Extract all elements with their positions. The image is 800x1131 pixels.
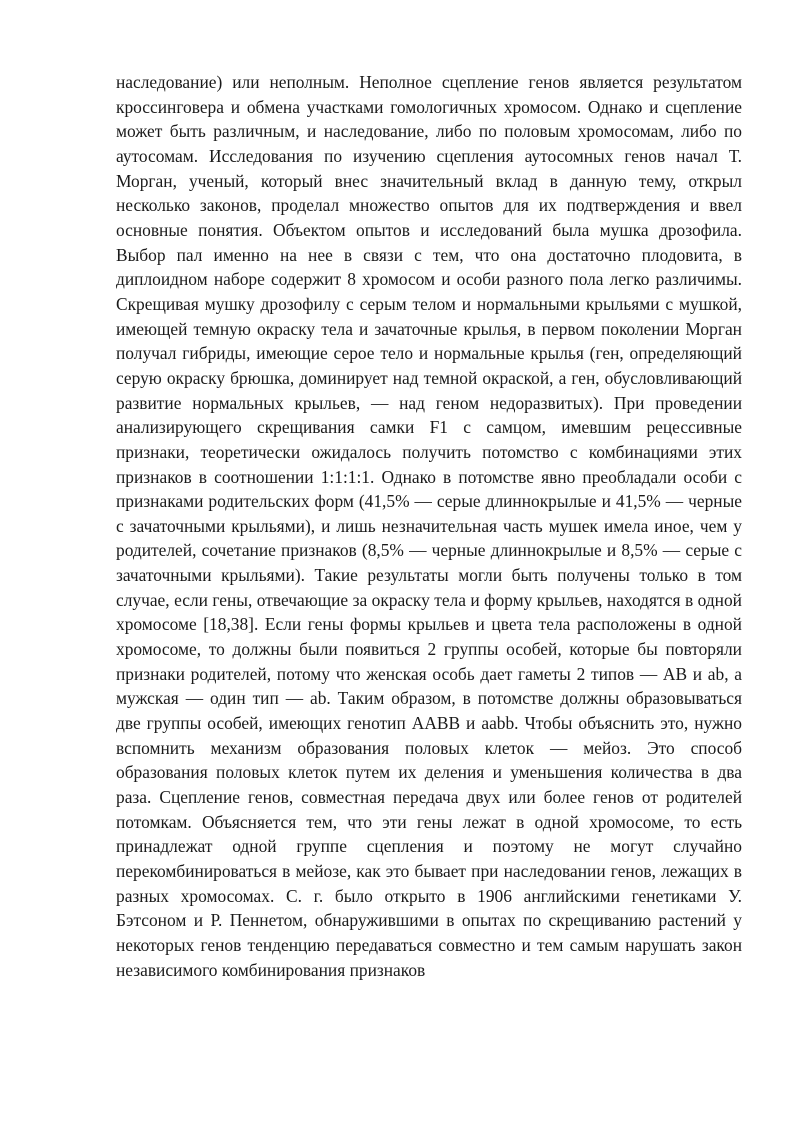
body-paragraph: наследование) или неполным. Неполное сцепление генов является результатом кроссинговера и обмена участками гомологичных хромосом. Однако и сцепление может быть различным, и наследование, либо по половым хромосомам, либо по аутосомам. Исследования по изучению сцепления аутосомных генов начал Т. Морган, ученый, который внес значительный вклад в данную тему, открыл несколько законов, проделал множество опытов для их подтверждения и ввел основные понятия. Объектом опытов и исследований была мушка дрозофила. Выбор пал именно на нее в связи с тем, что она достаточно плодовита, в диплоидном наборе содержит 8 хромосом и особи разного пола легко различимы. Скрещивая мушку дрозофилу с серым телом и нормальными крыльями с мушкой, имеющей темную окраску тела и зачаточные крылья, в первом поколении Морган получал гибриды, имеющие серое тело и нормальные крылья (ген, определяющий серую окраску брюшка, доминирует над темной окраской, а ген, обусловливающий развитие нормальных крыльев, — над геном недоразвитых). При проведении анализирующего скрещивания самки F1 с самцом, имевшим рецессивные признаки, теоретически ожидалось получить потомство с комбинациями этих признаков в соотношении 1:1:1:1. Однако в потомстве явно преобладали особи с признаками родительских форм (41,5% — серые длиннокрылые и 41,5% — черные с зачаточными крыльями), и лишь незначительная часть мушек имела иное, чем у родителей, сочетание признаков (8,5% — черные длиннокрылые и 8,5% — серые с зачаточными крыльями). Такие результаты могли быть получены только в том случае, если гены, отвечающие за окраску тела и форму крыльев, находятся в одной хромосоме [18,38]. Если гены формы крыльев и цвета тела расположены в одной хромосоме, то должны были появиться 2 группы особей, которые бы повторяли признаки родителей, потому что женская особь дает гаметы 2 типов — AB и ab, а мужская — один тип — ab. Таким образом, в потомстве должны образовываться две группы особей, имеющих генотип AABB и aabb. Чтобы объяснить это, нужно вспомнить механизм образования половых клеток — мейоз. Это способ образования половых клеток путем их деления и уменьшения количества в два раза. Сцепление генов, совместная передача двух или более генов от родителей потомкам. Объясняется тем, что эти гены лежат в одной хромосоме, то есть принадлежат одной группе сцепления и поэтому не могут случайно перекомбинироваться в мейозе, как это бывает при наследовании генов, лежащих в разных хромосомах. С. г. было открыто в 1906 английскими генетиками У. Бэтсоном и Р. Пеннетом, обнаружившими в опытах по скрещиванию растений у некоторых генов тенденцию передаваться совместно и тем самым нарушать закон независимого комбинирования признаков — [116, 72, 742, 980]
document-page — [116, 70, 742, 982]
